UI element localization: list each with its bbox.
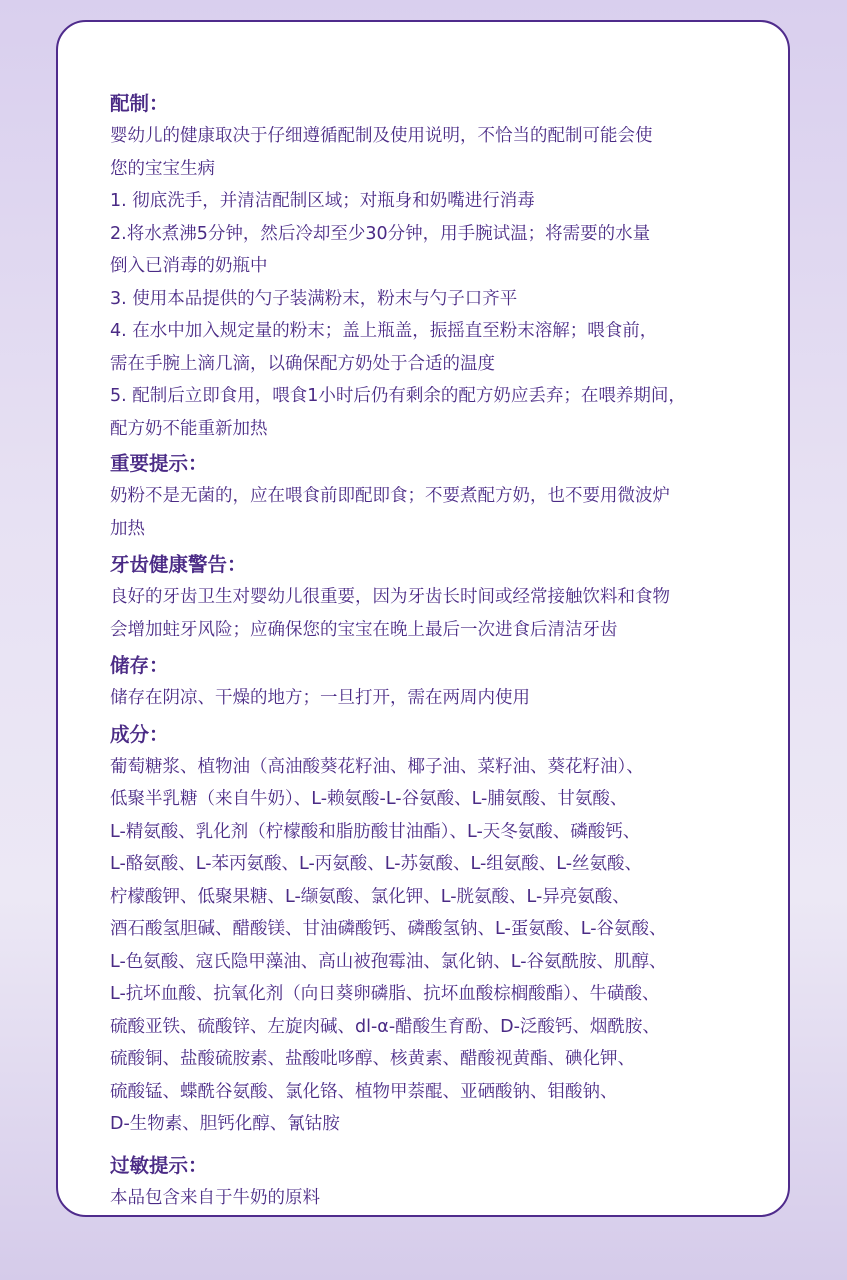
text-line: 储存在阴凉、干燥的地方；一旦打开，需在两周内使用 <box>110 688 530 708</box>
text-line: 会增加蛀牙风险；应确保您的宝宝在晚上最后一次进食后清洁牙齿 <box>110 619 618 640</box>
text-line: 硫酸亚铁、硫酸锌、左旋肉碱、dl-α-醋酸生育酚、D-泛酸钙、烟酰胺、 <box>110 1016 660 1037</box>
section-preparation <box>110 88 788 445</box>
text-line: 配方奶不能重新加热 <box>110 418 268 439</box>
section-allergy-notice <box>110 1150 788 1215</box>
text-line: 3. 使用本品提供的勺子装满粉末，粉末与勺子口齐平 <box>110 288 518 309</box>
text-line: 1. 彻底洗手，并清洁配制区域；对瓶身和奶嘴进行消毒 <box>110 191 535 211</box>
text-line: 柠檬酸钾、低聚果糖、L-缬氨酸、氯化钾、L-胱氨酸、L-异亮氨酸、 <box>110 886 630 907</box>
text-line: 加热 <box>110 518 145 539</box>
text-line: 酒石酸氢胆碱、醋酸镁、甘油磷酸钙、磷酸氢钠、L-蛋氨酸、L-谷氨酸、 <box>110 919 667 939</box>
text-line: 您的宝宝生病 <box>110 158 215 179</box>
section-ingredients <box>110 719 788 1141</box>
text-line: L-色氨酸、寇氏隐甲藻油、高山被孢霉油、氯化钠、L-谷氨酰胺、肌醇、 <box>110 951 667 972</box>
section-heading-dental-warning: 牙齿健康警告： <box>110 553 247 576</box>
section-heading-preparation: 配制： <box>110 92 169 115</box>
text-line: D-生物素、胆钙化醇、氰钴胺 <box>110 1114 340 1134</box>
section-heading-important-notice: 重要提示： <box>110 452 208 475</box>
section-important-notice <box>110 448 788 545</box>
section-heading-allergy-notice: 过敏提示： <box>110 1153 208 1177</box>
text-line: L-酪氨酸、L-苯丙氨酸、L-丙氨酸、L-苏氨酸、L-组氨酸、L-丝氨酸、 <box>110 854 643 874</box>
text-line: 葡萄糖浆、植物油（高油酸葵花籽油、椰子油、菜籽油、葵花籽油）、 <box>110 756 644 777</box>
text-line: 需在手腕上滴几滴，以确保配方奶处于合适的温度 <box>110 353 495 374</box>
text-line: 5. 配制后立即食用，喂食1小时后仍有剩余的配方奶应丢弃；在喂养期间， <box>110 386 686 406</box>
section-heading-ingredients: 成分： <box>110 722 169 746</box>
text-line: 良好的牙齿卫生对婴幼儿很重要，因为牙齿长时间或经常接触饮料和食物 <box>110 587 670 607</box>
section-dental-warning <box>110 549 788 646</box>
section-heading-storage: 储存： <box>110 654 169 677</box>
text-line: 倒入已消毒的奶瓶中 <box>110 256 268 276</box>
text-line: L-抗坏血酸、抗氧化剂（向日葵卵磷脂、抗坏血酸棕榈酸酯）、牛磺酸、 <box>110 984 660 1004</box>
text-line: 2.将水煮沸5分钟，然后冷却至少30分钟，用手腕试温；将需要的水量 <box>110 223 651 244</box>
text-line: 硫酸铜、盐酸硫胺素、盐酸吡哆醇、核黄素、醋酸视黄酯、碘化钾、 <box>110 1049 635 1069</box>
text-line: 奶粉不是无菌的，应在喂食前即配即食；不要煮配方奶，也不要用微波炉 <box>110 486 670 506</box>
text-line: 婴幼儿的健康取决于仔细遵循配制及使用说明，不恰当的配制可能会使 <box>110 126 653 146</box>
text-line: 本品包含来自于牛奶的原料 <box>110 1187 320 1208</box>
text-line: 4. 在水中加入规定量的粉末；盖上瓶盖，振摇直至粉末溶解；喂食前， <box>110 321 658 341</box>
info-card <box>56 20 790 1217</box>
text-line: 低聚半乳糖（来自牛奶）、L-赖氨酸-L-谷氨酸、L-脯氨酸、甘氨酸、 <box>110 789 628 809</box>
text-line: L-精氨酸、乳化剂（柠檬酸和脂肪酸甘油酯）、L-天冬氨酸、磷酸钙、 <box>110 821 641 842</box>
section-storage <box>110 650 788 715</box>
text-line: 硫酸锰、蝶酰谷氨酸、氯化铬、植物甲萘醌、亚硒酸钠、钼酸钠、 <box>110 1081 618 1102</box>
